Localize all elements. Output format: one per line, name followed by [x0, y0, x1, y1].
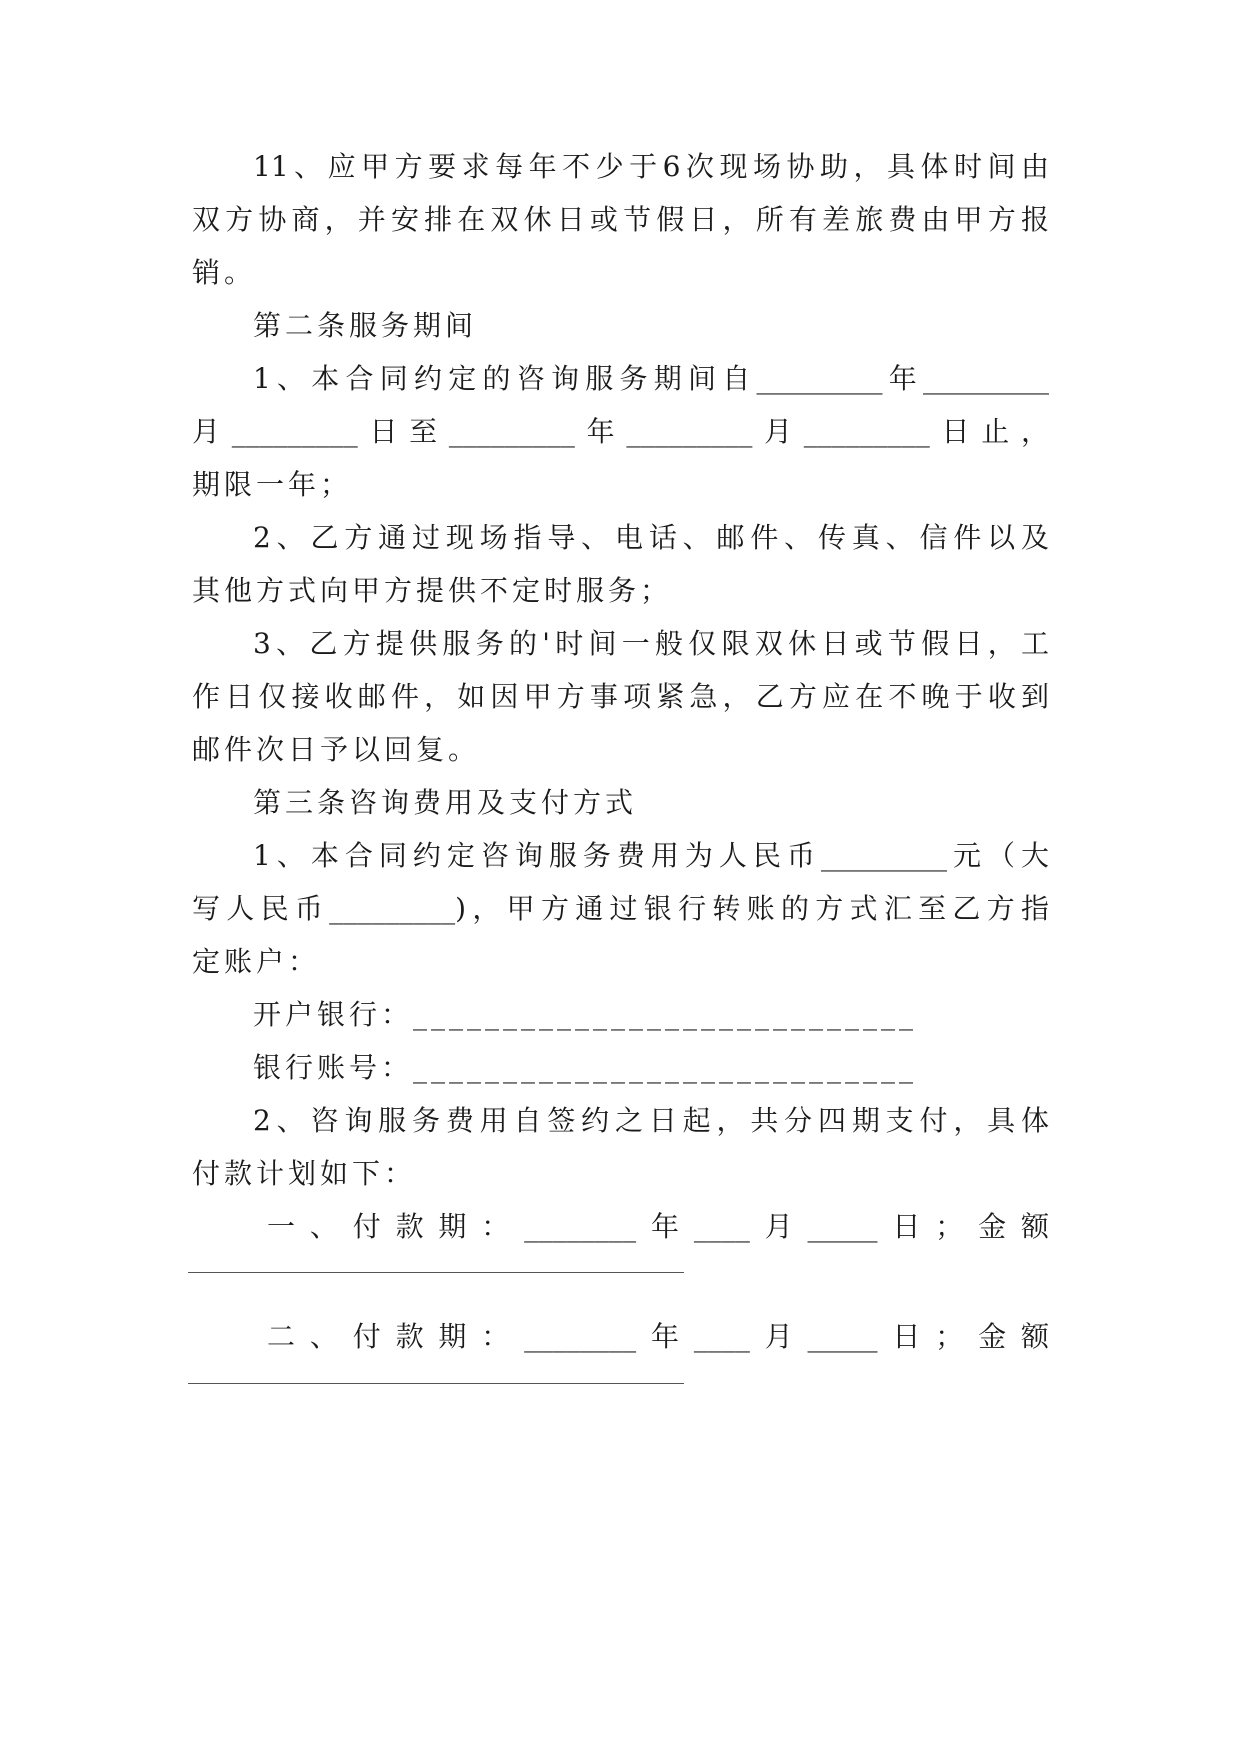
paragraph-line: 2、咨询服务费用自签约之日起，共分四期支付，具体 — [253, 1104, 1049, 1137]
section-heading: 第二条服务期间 — [253, 309, 478, 342]
paragraph-line: 写人民币_________)，甲方通过银行转账的方式汇至乙方指 — [192, 892, 1049, 925]
paragraph-line: 双方协商，并安排在双休日或节假日，所有差旅费由甲方报 — [192, 203, 1049, 236]
payment-period-2: 二、付款期：________年____月_____日；金额 — [267, 1320, 1049, 1353]
paragraph-line: 1、本合同约定咨询服务费用为人民币_________元（大 — [253, 839, 1049, 872]
amount-blank-line — [188, 1272, 684, 1273]
bank-account-field: 银行账号：____________________________ — [253, 1051, 918, 1084]
paragraph-line: 期限一年； — [192, 468, 353, 501]
payment-period-1: 一、付款期：________年____月_____日；金额 — [267, 1210, 1049, 1243]
paragraph-line: 定账户： — [192, 945, 321, 978]
bank-name-field: 开户银行：____________________________ — [253, 998, 918, 1031]
paragraph-line: 付款计划如下： — [192, 1157, 417, 1190]
paragraph-line: 2、乙方通过现场指导、电话、邮件、传真、信件以及 — [253, 521, 1049, 554]
amount-blank-line — [188, 1383, 684, 1384]
paragraph-line: 作日仅接收邮件，如因甲方事项紧急，乙方应在不晚于收到 — [192, 680, 1049, 713]
paragraph-line: 其他方式向甲方提供不定时服务； — [192, 574, 673, 607]
paragraph-line: 销。 — [192, 256, 257, 289]
section-heading: 第三条咨询费用及支付方式 — [253, 786, 638, 819]
paragraph-line: 1、本合同约定的咨询服务期间自_________年_________ — [253, 362, 1049, 395]
paragraph-line: 月_________日至_________年_________月_________日止， — [192, 415, 1049, 448]
paragraph-line: 邮件次日予以回复。 — [192, 733, 481, 766]
paragraph-line: 11、应甲方要求每年不少于6次现场协助，具体时间由 — [253, 150, 1049, 183]
paragraph-line: 3、乙方提供服务的'时间一般仅限双休日或节假日，工 — [253, 627, 1049, 660]
